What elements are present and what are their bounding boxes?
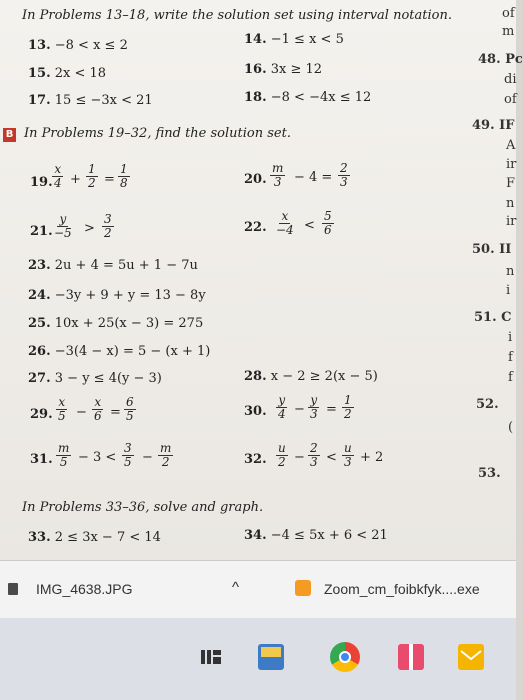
gift-icon[interactable] — [398, 644, 424, 670]
image-file-icon — [8, 583, 18, 595]
download-bar — [0, 560, 516, 619]
fraction: $\frac{y}{-5}$ — [54, 212, 72, 240]
operator: + — [70, 172, 81, 187]
problem-49-number: 49. IF — [472, 118, 515, 133]
problem-13: 13. −8 < x ≤ 2 — [28, 38, 128, 53]
fraction: $\frac{m}{5}$ — [58, 441, 70, 469]
fraction: $\frac{u}{3}$ — [344, 441, 352, 469]
right-fragment: ir — [506, 214, 517, 229]
section-b-heading: In Problems 19–32, find the solution set. — [24, 126, 291, 141]
fraction: $\frac{y}{4}$ — [278, 393, 286, 421]
operator: − — [294, 402, 305, 417]
problem-17: 17. 15 ≤ −3x < 21 — [28, 93, 153, 108]
problem-19-number: 19. — [30, 175, 53, 190]
operator: − 3 < — [78, 450, 117, 465]
chevron-up-icon[interactable]: ^ — [232, 579, 240, 596]
right-fragment: ir — [506, 157, 517, 172]
gift-ribbon — [409, 644, 413, 670]
right-fragment: of — [502, 6, 515, 21]
problem-20-number: 20. — [244, 172, 267, 187]
problem-33: 33. 2 ≤ 3x − 7 < 14 — [28, 530, 161, 545]
folder-tab — [261, 647, 281, 657]
section-b-badge: B — [3, 128, 16, 142]
problem-48-number: 48. Pc — [478, 52, 523, 67]
operator: > — [84, 221, 95, 236]
operator: − 4 = — [294, 170, 333, 185]
right-fragment: of — [504, 92, 517, 107]
fraction: $\frac{1}{2}$ — [344, 393, 352, 421]
fraction: $\frac{x}{4}$ — [54, 162, 62, 190]
section-c-heading: In Problems 33–36, solve and graph. — [22, 500, 264, 515]
fraction: $\frac{2}{3}$ — [340, 161, 348, 189]
right-fragment: i — [508, 330, 513, 345]
right-fragment: m — [502, 24, 515, 39]
right-fragment: A — [506, 138, 516, 153]
fraction: $\frac{1}{2}$ — [88, 162, 96, 190]
fraction: $\frac{x}{-4}$ — [276, 209, 294, 237]
fraction: $\frac{x}{6}$ — [94, 395, 102, 423]
problem-26: 26. −3(4 − x) = 5 − (x + 1) — [28, 344, 211, 359]
fraction: $\frac{3}{5}$ — [124, 441, 132, 469]
right-fragment: f — [508, 370, 513, 385]
fraction: $\frac{x}{5}$ — [58, 395, 66, 423]
problem-50-number: 50. II — [472, 242, 512, 257]
fraction: $\frac{m}{3}$ — [272, 161, 284, 189]
right-fragment: n — [506, 264, 515, 279]
operator: − — [294, 450, 305, 465]
fraction: $\frac{m}{2}$ — [160, 441, 172, 469]
operator: < — [304, 218, 315, 233]
operator: − — [142, 450, 153, 465]
file-explorer-icon[interactable] — [258, 644, 284, 670]
problem-34: 34. −4 ≤ 5x + 6 < 21 — [244, 528, 388, 543]
problem-22-number: 22. — [244, 220, 267, 235]
right-fragment: n — [506, 196, 515, 211]
download-item-image[interactable]: IMG_4638.JPG — [36, 581, 133, 597]
right-fragment: ( — [508, 420, 514, 435]
problem-28: 28. x − 2 ≥ 2(x − 5) — [244, 369, 378, 384]
operator: = — [326, 402, 337, 417]
chrome-center — [339, 651, 351, 663]
problem-27: 27. 3 − y ≤ 4(y − 3) — [28, 371, 162, 386]
problem-30-number: 30. — [244, 404, 267, 419]
task-view-icon[interactable] — [198, 644, 224, 670]
right-fragment: i — [506, 283, 511, 298]
chrome-icon[interactable] — [330, 642, 360, 672]
problem-15: 15. 2x < 18 — [28, 66, 107, 81]
right-fragment: f — [508, 350, 513, 365]
problem-25: 25. 10x + 25(x − 3) = 275 — [28, 316, 204, 331]
problem-16: 16. 3x ≥ 12 — [244, 62, 323, 77]
section-a-heading: In Problems 13–18, write the solution set using interval notation. — [22, 8, 452, 23]
fraction: $\frac{6}{5}$ — [126, 395, 134, 423]
fraction: $\frac{u}{2}$ — [278, 441, 286, 469]
zoom-file-icon — [295, 580, 311, 596]
task-view-glyph — [198, 644, 224, 670]
problem-23: 23. 2u + 4 = 5u + 1 − 7u — [28, 258, 198, 273]
fraction: $\frac{1}{8}$ — [120, 162, 128, 190]
problem-29-number: 29. — [30, 407, 53, 422]
right-fragment: F — [506, 176, 516, 191]
problem-18: 18. −8 < −4x ≤ 12 — [244, 90, 372, 105]
fraction: $\frac{3}{2}$ — [104, 212, 112, 240]
envelope-glyph — [458, 644, 484, 670]
problem-32-number: 32. — [244, 452, 267, 467]
fraction: $\frac{2}{3}$ — [310, 441, 318, 469]
problem-14: 14. −1 ≤ x < 5 — [244, 32, 344, 47]
problem-53-number: 53. — [478, 466, 501, 481]
problem-31-number: 31. — [30, 452, 53, 467]
download-item-zoom[interactable]: Zoom_cm_foibkfyk....exe — [324, 581, 480, 597]
problem-52-number: 52. — [476, 397, 499, 412]
operator: = — [110, 405, 121, 420]
right-fragment: di — [504, 72, 517, 87]
operator: < — [326, 450, 337, 465]
problem-24: 24. −3y + 9 + y = 13 − 8y — [28, 288, 206, 303]
mail-icon[interactable] — [458, 644, 484, 670]
fraction: $\frac{5}{6}$ — [324, 209, 332, 237]
fraction: $\frac{y}{3}$ — [310, 393, 318, 421]
taskbar — [0, 618, 516, 700]
operator: + 2 — [360, 450, 384, 465]
problem-51-number: 51. C — [474, 310, 512, 325]
operator: = — [104, 172, 115, 187]
operator: − — [76, 405, 87, 420]
problem-21-number: 21. — [30, 224, 53, 239]
